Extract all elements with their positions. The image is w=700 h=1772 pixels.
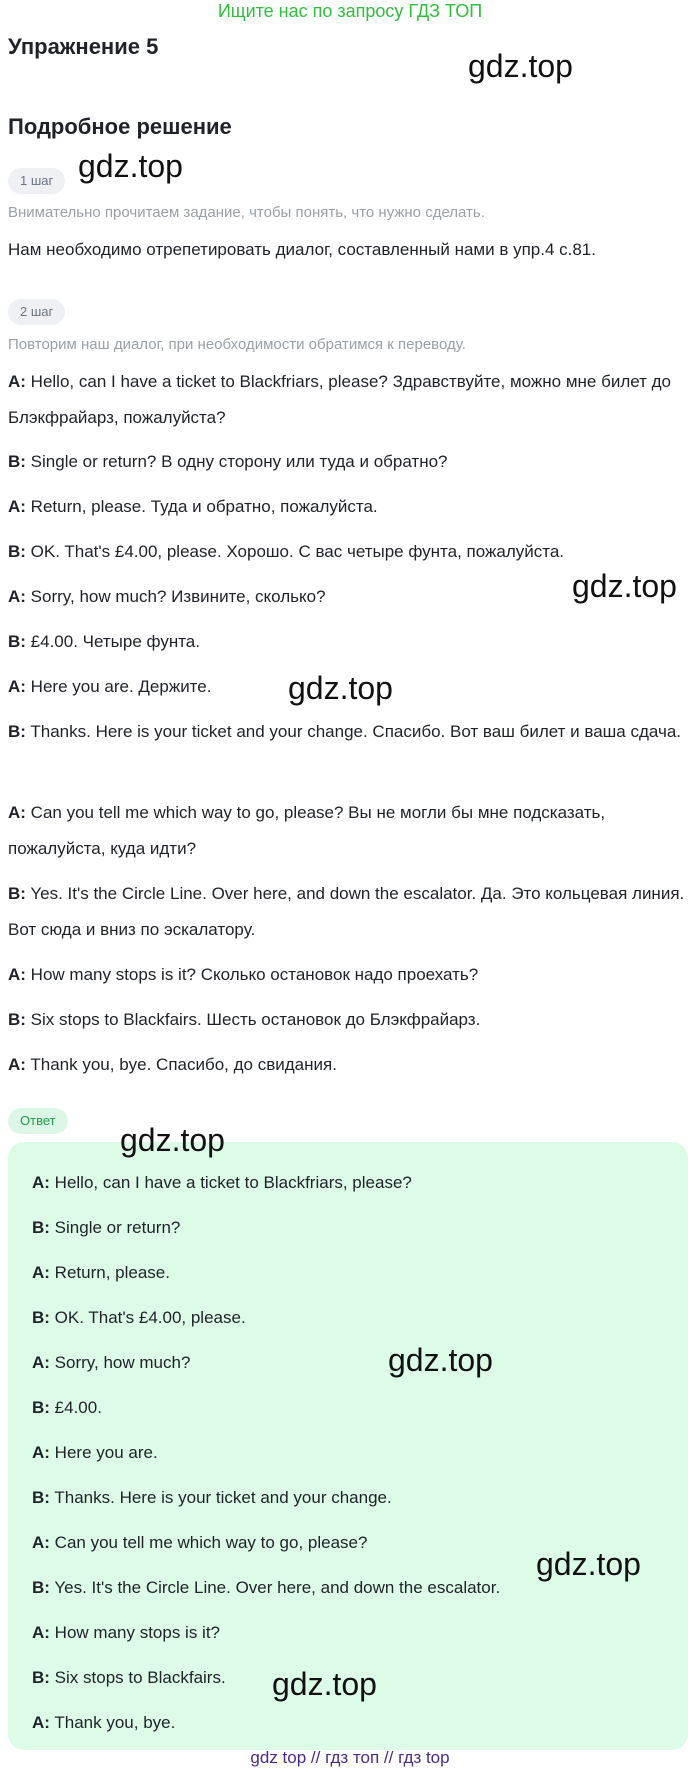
watermark: gdz.top <box>272 1666 377 1702</box>
dialog-line: B: OK. That's £4.00, please. Хорошо. С вас четыре фунта, пожалуйста. <box>8 542 565 561</box>
step-1-hint: Внимательно прочитаем задание, чтобы понять, что нужно сделать. <box>8 204 485 221</box>
watermark: gdz.top <box>120 1122 225 1158</box>
watermark: gdz.top <box>468 48 573 84</box>
search-banner: Ищите нас по запросу ГДЗ ТОП <box>217 1 483 21</box>
answer-line: B: Yes. It's the Circle Line. Over here, and down the escalator. <box>32 1578 501 1597</box>
answer-line: A: Sorry, how much? <box>32 1353 191 1372</box>
answer-line: B: Six stops to Blackfairs. <box>32 1668 226 1687</box>
dialog-line: B: Yes. It's the Circle Line. Over here, and down the escalator. Да. Это кольцевая линия. Вот сюда и вниз по эскалатору. <box>8 884 685 939</box>
dialog-line: A: How many stops is it? Сколько остановок надо проехать? <box>8 965 479 984</box>
answer-line: A: Return, please. <box>32 1263 170 1282</box>
step-1-text: Нам необходимо отрепетировать диалог, составленный нами в упр.4 с.81. <box>8 240 596 259</box>
step-2-hint: Повторим наш диалог, при необходимости обратимся к переводу. <box>8 336 466 353</box>
step-1-badge: 1 шаг <box>8 168 65 194</box>
answer-line: A: Here you are. <box>32 1443 158 1462</box>
exercise-title: Упражнение 5 <box>8 34 159 59</box>
dialog-line: B: Thanks. Here is your ticket and your change. Спасибо. Вот ваш билет и ваша сдача. <box>8 722 682 741</box>
dialog-line: A: Here you are. Держите. <box>8 677 212 696</box>
watermark: gdz.top <box>388 1342 493 1378</box>
step-2-badge: 2 шаг <box>8 299 65 325</box>
dialog-line: A: Sorry, how much? Извините, сколько? <box>8 587 326 606</box>
answer-line: A: Thank you, bye. <box>32 1713 176 1732</box>
watermark: gdz.top <box>288 670 393 706</box>
dialog-line: A: Can you tell me which way to go, please? Вы не могли бы мне подсказать, пожалуйста, куда идти? <box>8 803 606 858</box>
answer-line: A: Can you tell me which way to go, please? <box>32 1533 368 1552</box>
dialog-line: A: Hello, can I have a ticket to Blackfriars, please? Здравствуйте, можно мне билет до Блэкфрайарз, пожалуйста? <box>8 372 672 427</box>
answer-line: B: Single or return? <box>32 1218 181 1237</box>
dialog-line: B: Six stops to Blackfairs. Шесть остановок до Блэкфрайарз. <box>8 1010 481 1029</box>
answer-line: B: OK. That's £4.00, please. <box>32 1308 246 1327</box>
answer-line: B: Thanks. Here is your ticket and your change. <box>32 1488 392 1507</box>
answer-badge: Ответ <box>8 1108 68 1134</box>
footer-links[interactable]: gdz top // гдз топ // гдз top <box>250 1748 450 1767</box>
dialog-line: A: Return, please. Туда и обратно, пожалуйста. <box>8 497 378 516</box>
watermark: gdz.top <box>78 148 183 184</box>
answer-line: A: Hello, can I have a ticket to Blackfriars, please? <box>32 1173 412 1192</box>
dialog-line: A: Thank you, bye. Спасибо, до свидания. <box>8 1055 337 1074</box>
dialog-line: B: Single or return? В одну сторону или туда и обратно? <box>8 452 448 471</box>
answer-line: A: How many stops is it? <box>32 1623 221 1642</box>
watermark: gdz.top <box>536 1546 641 1582</box>
dialog-line: B: £4.00. Четыре фунта. <box>8 632 200 651</box>
answer-line: B: £4.00. <box>32 1398 102 1417</box>
watermark: gdz.top <box>572 568 677 604</box>
solution-title: Подробное решение <box>8 114 232 139</box>
